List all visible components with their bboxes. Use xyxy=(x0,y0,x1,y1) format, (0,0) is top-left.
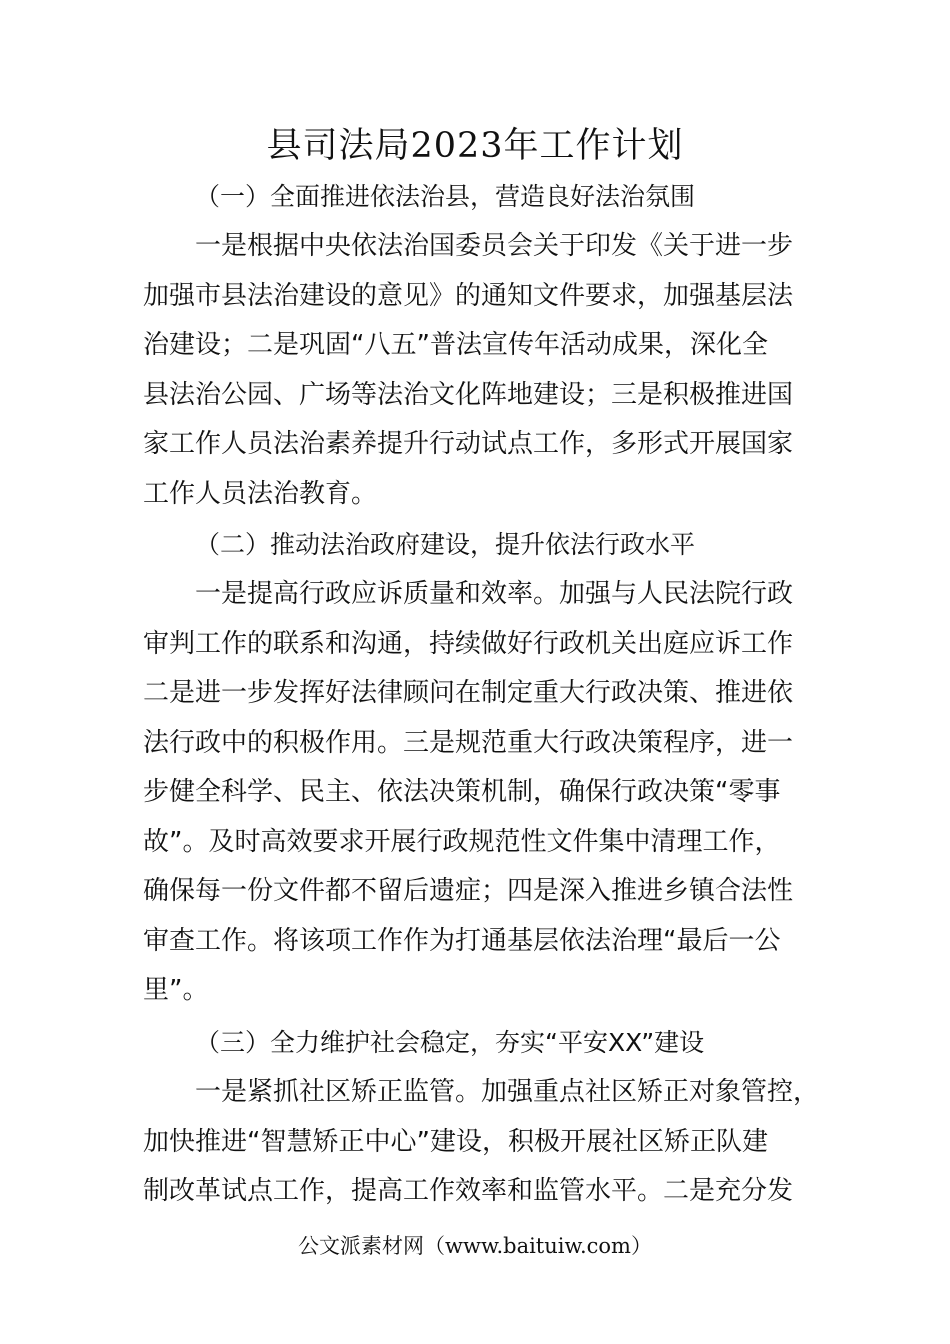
paragraph-line: 制改革试点工作，提高工作效率和监管水平。二是充分发 xyxy=(143,1176,794,1206)
document-body xyxy=(143,172,813,222)
paragraph-3 xyxy=(143,1068,820,1217)
paragraph-line: 步健全科学、民主、依法决策机制，确保行政决策“零事 xyxy=(143,777,781,807)
paragraph-line: 一是提高行政应诉质量和效率。加强与人民法院行政 xyxy=(195,579,794,609)
paragraph-line: 二是进一步发挥好法律顾问在制定重大行政决策、推进依 xyxy=(143,678,794,708)
section-2 xyxy=(143,520,813,570)
paragraph-line: 里”。 xyxy=(143,975,209,1005)
paragraph-line: 家工作人员法治素养提升行动试点工作，多形式开展国家 xyxy=(143,429,794,459)
paragraph-line: 确保每一份文件都不留后遗症；四是深入推进乡镇合法性 xyxy=(143,876,794,906)
section-heading-2: （二）推动法治政府建设，提升依法行政水平 xyxy=(195,530,696,559)
paragraph-line: 治建设；二是巩固“八五”普法宣传年活动成果，深化全 xyxy=(143,330,768,360)
paragraph-line: 审判工作的联系和沟通，持续做好行政机关出庭应诉工作 xyxy=(143,628,794,659)
paragraph-line: 法行政中的积极作用。三是规范重大行政决策程序，进一 xyxy=(143,727,794,758)
paragraph-line: 县法治公园、广场等法治文化阵地建设；三是积极推进国 xyxy=(143,379,794,410)
section-heading-3: （三）全力维护社会稳定，夯实“平安XX”建设 xyxy=(195,1028,705,1057)
paragraph-line: 加强市县法治建设的意见》的通知文件要求，加强基层法 xyxy=(143,280,794,311)
paragraph-line: 工作人员法治教育。 xyxy=(143,478,378,509)
paragraph-2 xyxy=(143,570,813,1016)
paragraph-line: 一是根据中央依法治国委员会关于印发《关于进一步 xyxy=(195,231,794,261)
paragraph-1 xyxy=(143,222,813,519)
footer-source: 公文派素材网（www.baituiw.com） xyxy=(298,1234,652,1258)
document-title: 县司法局2023年工作计划 xyxy=(266,126,684,166)
paragraph-line: 审查工作。将该项工作作为打通基层依法治理“最后一公 xyxy=(143,925,781,956)
paragraph-line: 故”。及时高效要求开展行政规范性文件集中清理工作， xyxy=(143,826,781,857)
paragraph-line: 加快推进“智慧矫正中心”建设，积极开展社区矫正队建 xyxy=(143,1126,768,1157)
paragraph-line: 一是紧抓社区矫正监管。加强重点社区矫正对象管控， xyxy=(195,1077,820,1107)
section-3 xyxy=(143,1018,813,1068)
section-heading-1: （一）全面推进依法治县，营造良好法治氛围 xyxy=(195,182,696,211)
